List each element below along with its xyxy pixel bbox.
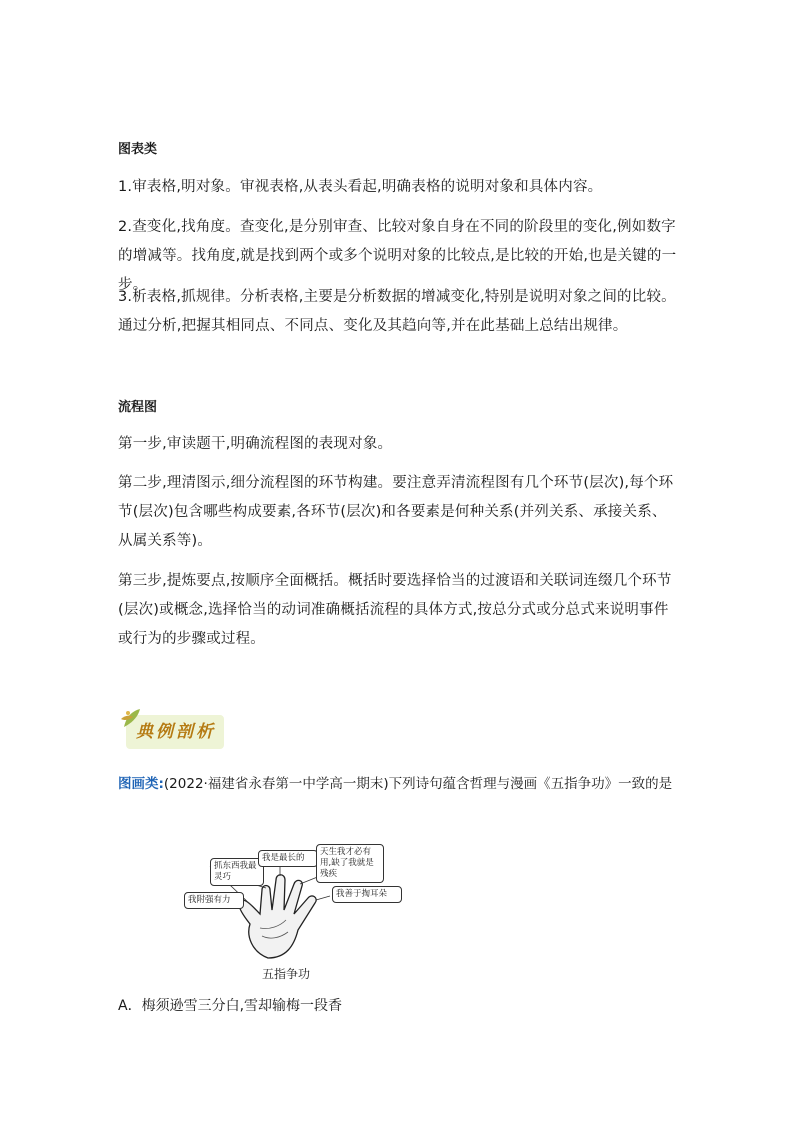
paragraph: 第三步,提炼要点,按顺序全面概括。概括时要选择恰当的过渡语和关联词连缀几个环节(层次)或概念,选择恰当的动词准确概括流程的具体方式,按总分式或分总式来说明事件或行为的步骤或过程。 [118, 573, 672, 647]
speech-bubble: 我是最长的 [258, 850, 318, 867]
speech-bubble: 天生我才必有用,缺了我就是残疾 [316, 844, 384, 883]
question-text: (2022·福建省永春第一中学高一期末)下列诗句蕴含哲理与漫画《五指争功》一致的是 [163, 776, 673, 792]
paragraph: 1.审表格,明对象。审视表格,从表头看起,明确表格的说明对象和具体内容。 [118, 179, 603, 195]
speech-bubble: 我善于掏耳朵 [332, 886, 402, 903]
figure-caption: 五指争功 [262, 967, 311, 981]
five-fingers-cartoon [180, 840, 400, 985]
example-analysis-badge [118, 705, 224, 751]
paragraph: 第二步,理清图示,细分流程图的环节构建。要注意弄清流程图有几个环节(层次),每个环节(层次)包含哪些构成要素,各环节(层次)和各要素是何种关系(并列关系、承接关系、从属关系等)。 [118, 475, 674, 549]
question [118, 770, 678, 799]
paragraph: 2.查变化,找角度。查变化,是分别审查、比较对象自身在不同的阶段里的变化,例如数字的增减等。找角度,就是找到两个或多个说明对象的比较点,是比较的开始,也是关键的一步。 [118, 219, 677, 293]
speech-bubble: 抓东西我最灵巧 [210, 858, 264, 886]
speech-bubble: 我附强有力 [184, 892, 244, 909]
question-type-label: 图画类: [118, 776, 164, 792]
paragraph: 第一步,审读题干,明确流程图的表现对象。 [118, 436, 393, 452]
paragraph: 3.析表格,抓规律。分析表格,主要是分析数据的增减变化,特别是说明对象之间的比较。通过分析,把握其相同点、不同点、变化及其趋向等,并在此基础上总结出规律。 [118, 289, 676, 334]
badge-label: 典例剖析 [136, 722, 216, 742]
section-heading-charts: 图表类 [118, 142, 158, 157]
option-a: A．梅须逊雪三分白,雪却输梅一段香 [118, 998, 343, 1014]
section-heading-flowchart: 流程图 [118, 400, 158, 415]
